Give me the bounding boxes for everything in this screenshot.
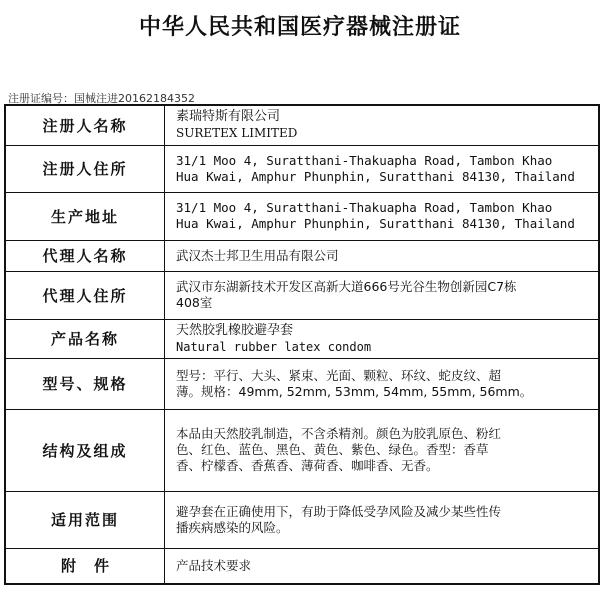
value-line: Hua Kwai, Amphur Phunphin, Suratthani 84130, Thailand <box>176 216 575 231</box>
value-line: 产品技术要求 <box>176 557 252 573</box>
row-value-scope <box>165 491 600 548</box>
value-line: SURETEX LIMITED <box>176 126 298 141</box>
table-row <box>5 358 599 409</box>
row-value-model-spec <box>165 358 600 409</box>
row-value-product-name <box>165 319 600 358</box>
registration-number-value: 国械注进20162184352 <box>74 92 195 105</box>
value-line: 武汉杰士邦卫生用品有限公司 <box>176 247 339 263</box>
table-row <box>5 105 599 145</box>
value-line: 香、柠檬香、香蕉香、薄荷香、咖啡香、无香。 <box>176 458 439 473</box>
row-label-scope: 适用范围 <box>5 491 165 548</box>
value-line: Natural rubber latex condom <box>176 339 372 354</box>
document-title: 中华人民共和国医疗器械注册证 <box>138 15 461 40</box>
row-label-model-spec: 型号、规格 <box>5 358 165 409</box>
value-line: 天然胶乳橡胶避孕套 <box>176 322 294 338</box>
row-value-agent-name <box>165 240 600 271</box>
row-label-agent-address: 代理人住所 <box>5 271 165 319</box>
row-label-product-name: 产品名称 <box>5 319 165 358</box>
value-line: Hua Kwai, Amphur Phunphin, Suratthani 84130, Thailand <box>176 168 575 184</box>
value-line: 薄。规格：49mm, 52mm, 53mm, 54mm, 55mm, 56mm。 <box>176 383 533 399</box>
row-label-attachment: 附件 <box>5 548 165 584</box>
row-label-registrant-address: 注册人住所 <box>5 145 165 192</box>
value-line: 408室 <box>176 295 213 310</box>
value-line: 31/1 Moo 4, Suratthani-Thakuapha Road, Tambon Khao <box>176 152 553 168</box>
row-value-production-address <box>165 192 600 240</box>
table-row <box>5 491 599 548</box>
row-value-registrant-address <box>165 145 600 192</box>
row-label-structure: 结构及组成 <box>5 409 165 491</box>
table-row <box>5 548 599 584</box>
value-line: 避孕套在正确使用下，有助于降低受孕风险及减少某些性传 <box>176 503 502 519</box>
row-value-registrant-name <box>165 105 600 145</box>
value-line: 型号：平行、大头、紧束、光面、颗粒、环纹、蛇皮纹、超 <box>176 367 502 383</box>
value-line: 31/1 Moo 4, Suratthani-Thakuapha Road, Tambon Khao <box>176 200 553 215</box>
table-row <box>5 192 599 240</box>
row-label-production-address: 生产地址 <box>5 192 165 240</box>
row-label-registrant-name: 注册人名称 <box>5 105 165 145</box>
row-value-agent-address <box>165 271 600 319</box>
table-row <box>5 271 599 319</box>
table-row <box>5 240 599 271</box>
value-line: 色、红色、蓝色、黑色、黄色、紫色、绿色。香型：香草 <box>176 442 489 457</box>
table-row <box>5 319 599 358</box>
value-line: 本品由天然胶乳制造，不含杀精剂。颜色为胶乳原色、粉红 <box>176 426 502 441</box>
table-row <box>5 145 599 192</box>
row-label-agent-name: 代理人名称 <box>5 240 165 271</box>
value-line: 播疾病感染的风险。 <box>176 519 289 535</box>
value-line: 武汉市东湖新技术开发区高新大道666号光谷生物创新园C7栋 <box>176 279 517 294</box>
value-line: 素瑞特斯有限公司 <box>176 109 281 125</box>
row-value-attachment <box>165 548 600 584</box>
table-row <box>5 409 599 491</box>
row-value-structure <box>165 409 600 491</box>
registration-number-label: 注册证编号： <box>8 92 74 105</box>
certificate-table <box>4 104 600 585</box>
